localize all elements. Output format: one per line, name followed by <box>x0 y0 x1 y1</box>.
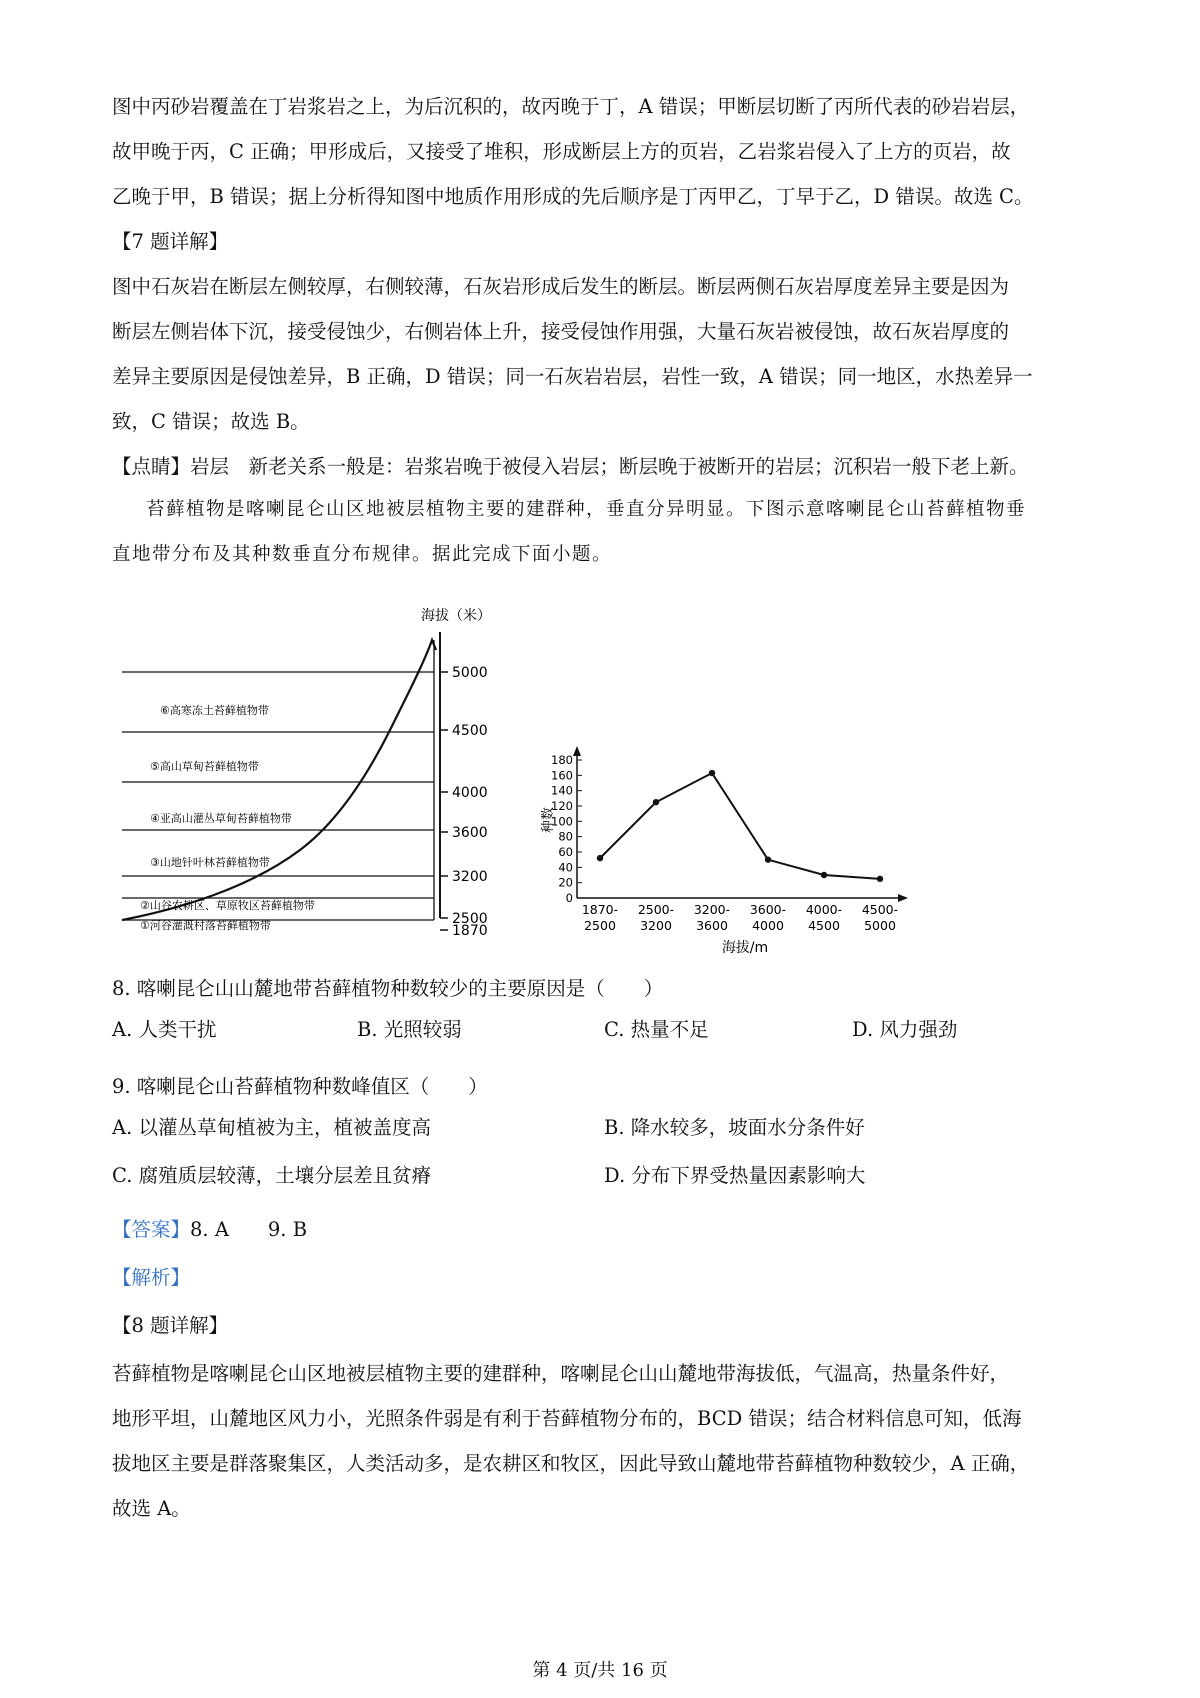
left-axis-ticks <box>440 665 488 939</box>
x-tick-label: 1870- <box>581 902 619 917</box>
left-tick-label: 3200 <box>452 869 488 885</box>
q8-heading: 【8 题详解】 <box>112 1314 229 1337</box>
x-tick-label: 4500 <box>808 918 840 933</box>
q9-option-a[interactable]: A. 以灌丛草甸植被为主，植被盖度高 <box>112 1116 431 1139</box>
text-line: 拔地区主要是群落聚集区，人类活动多，是农耕区和牧区，因此导致山麓地带苔藓植物种数较少，A 正确， <box>112 1452 1030 1475</box>
y-tick-label: 120 <box>551 799 573 813</box>
y-tick-label: 140 <box>551 783 573 798</box>
species-count-chart <box>540 746 908 956</box>
data-point <box>653 799 659 805</box>
belt-label-3: ③山地针叶林苔藓植物带 <box>150 856 270 869</box>
q8-stem: 8. 喀喇昆仑山山麓地带苔藓植物种数较少的主要原因是（ ） <box>112 977 664 1000</box>
belt-label-6: ⑥高寒冻土苔藓植物带 <box>160 704 269 717</box>
q9-option-b[interactable]: B. 降水较多，坡面水分条件好 <box>604 1116 865 1139</box>
belt-label-5: ⑤高山草甸苔藓植物带 <box>150 760 259 773</box>
dianjing-note: 【点睛】岩层 新老关系一般是：岩浆岩晚于被侵入岩层；断层晚于被断开的岩层；沉积岩一般下老上新。 <box>112 455 1029 478</box>
q9-stem: 9. 喀喇昆仑山苔藓植物种数峰值区（ ） <box>112 1075 488 1098</box>
y-tick-label: 160 <box>551 768 573 783</box>
left-tick-label: 1870 <box>452 923 488 939</box>
y-axis-arrow-icon <box>573 746 581 756</box>
x-tick-label: 4000- <box>805 902 843 917</box>
left-tick-label: 4500 <box>452 723 488 739</box>
text-line: 图中石灰岩在断层左侧较厚，右侧较薄，石灰岩形成后发生的断层。断层两侧石灰岩厚度差异主要是因为 <box>112 275 1010 298</box>
chart-ylabel: 种数 <box>541 806 556 834</box>
y-tick-label: 20 <box>558 875 573 890</box>
q8-option-c[interactable]: C. 热量不足 <box>604 1018 709 1041</box>
x-tick-label: 3200 <box>640 918 672 933</box>
x-tick-label: 3600- <box>749 902 787 917</box>
analysis-label: 【解析】 <box>112 1266 191 1289</box>
text-line: 苔藓植物是喀喇昆仑山区地被层植物主要的建群种，喀喇昆仑山山麓地带海拔低，气温高，热量条件好， <box>112 1362 1010 1385</box>
q9-option-d[interactable]: D. 分布下界受热量因素影响大 <box>604 1164 866 1187</box>
x-tick-label: 5000 <box>864 918 896 933</box>
text-line: 断层左侧岩体下沉，接受侵蚀少，右侧岩体上升，接受侵蚀作用强，大量石灰岩被侵蚀，故石灰岩厚度的 <box>112 320 1010 343</box>
left-tick-label: 3600 <box>452 825 488 841</box>
text-line: 差异主要原因是侵蚀差异，B 正确，D 错误；同一石灰岩岩层，岩性一致，A 错误；同一地区，水热差异一 <box>112 365 1033 388</box>
y-tick-label: 0 <box>565 891 573 905</box>
q8-option-a[interactable]: A. 人类干扰 <box>112 1018 217 1041</box>
x-tick-label: 4000 <box>752 918 784 933</box>
page-footer: 第 4 页/共 16 页 <box>532 1660 668 1681</box>
q8-options <box>112 1014 1102 1044</box>
y-tick-label: 100 <box>551 814 573 829</box>
belt-label-1: ①河谷灌溉村落苔藓植物带 <box>140 919 271 932</box>
data-point <box>765 856 771 862</box>
data-point <box>709 770 715 776</box>
left-tick-label: 5000 <box>452 665 488 681</box>
y-tick-label: 60 <box>558 845 573 859</box>
x-tick-label: 4500- <box>861 902 899 917</box>
text-line: 故甲晚于丙，C 正确；甲形成后，又接受了堆积，形成断层上方的页岩，乙岩浆岩侵入了上方的页岩，故 <box>112 140 1011 163</box>
y-tick-label: 40 <box>558 860 573 875</box>
x-tick-label: 2500 <box>584 918 616 933</box>
text-line: 地形平坦，山麓地区风力小，光照条件弱是有利于苔藓植物分布的，BCD 错误；结合材料信息可知，低海 <box>112 1407 1022 1430</box>
left-tick-label: 4000 <box>452 785 488 801</box>
chart-x-ticks <box>582 902 898 933</box>
text-line: 直地带分布及其种数垂直分布规律。据此完成下面小题。 <box>112 544 613 565</box>
belt-boundaries <box>122 640 434 920</box>
text-line: 图中丙砂岩覆盖在丁岩浆岩之上，为后沉积的，故丙晚于丁，A 错误；甲断层切断了丙所代表的砂岩岩层， <box>112 95 1030 118</box>
x-tick-label: 2500- <box>637 902 675 917</box>
q9-options <box>112 1112 1102 1192</box>
x-tick-label: 3600 <box>696 918 728 933</box>
series-points <box>597 770 883 882</box>
x-tick-label: 3200- <box>693 902 731 917</box>
data-point <box>821 872 827 878</box>
belt-label-4: ④亚高山灌丛草甸苔藓植物带 <box>150 812 292 825</box>
y-tick-label: 80 <box>558 829 573 844</box>
q7-heading: 【7 题详解】 <box>112 230 229 253</box>
explanation-block-8 <box>112 1351 1102 1531</box>
x-axis-arrow-icon <box>898 894 908 902</box>
text-line: 苔藓植物是喀喇昆仑山区地被层植物主要的建群种，垂直分异明显。下图示意喀喇昆仑山苔藓植物垂 <box>146 499 1027 520</box>
q9-option-c[interactable]: C. 腐殖质层较薄，土壤分层差且贫瘠 <box>112 1164 432 1187</box>
series-line <box>600 773 880 879</box>
left-tick-label: 2500 <box>452 911 488 927</box>
answer-label: 【答案】 <box>112 1218 191 1241</box>
text-line: 致，C 错误；故选 B。 <box>112 410 310 433</box>
belt-label-2: ②山谷农耕区、草原牧区苔藓植物带 <box>140 899 315 912</box>
data-point <box>597 855 603 861</box>
y-tick-label: 180 <box>551 753 573 767</box>
q8-option-d[interactable]: D. 风力强劲 <box>852 1018 958 1041</box>
vertical-belt-diagram <box>122 607 491 939</box>
chart-xlabel: 海拔/m <box>721 940 769 956</box>
answer-text: 8. A 9. B <box>190 1218 308 1241</box>
q8-option-b[interactable]: B. 光照较弱 <box>357 1018 462 1041</box>
data-point <box>877 876 883 882</box>
text-line: 乙晚于甲，B 错误；据上分析得知图中地质作用形成的先后顺序是丁丙甲乙，丁早于乙，D 错误。故选 C。 <box>112 185 1034 208</box>
text-line: 故选 A。 <box>112 1497 191 1520</box>
mountain-slope <box>122 640 436 920</box>
answer-line <box>112 1207 1102 1252</box>
left-axis-title: 海拔（米） <box>421 608 491 624</box>
